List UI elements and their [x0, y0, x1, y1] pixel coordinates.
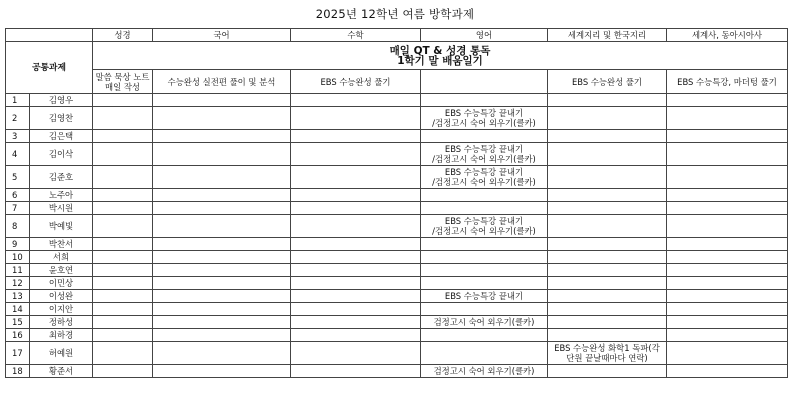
- cell-geography: [548, 290, 667, 303]
- cell-geography: [548, 342, 667, 365]
- cell-geography: [548, 107, 667, 130]
- student-name: 김준호: [30, 166, 93, 189]
- cell-korean: [153, 277, 291, 290]
- student-name: 노주아: [30, 189, 93, 202]
- student-row: [6, 251, 788, 264]
- student-row: [6, 238, 788, 251]
- cell-bible: [93, 94, 153, 107]
- student-name: 서희: [30, 251, 93, 264]
- cell-geography: [548, 238, 667, 251]
- student-row: [6, 365, 788, 378]
- student-name: 황준서: [30, 365, 93, 378]
- cell-math: [291, 143, 421, 166]
- task-history: EBS 수능특강, 마더텅 풀기: [667, 70, 788, 94]
- cell-korean: [153, 365, 291, 378]
- cell-math: [291, 342, 421, 365]
- cell-math: [291, 202, 421, 215]
- cell-bible: [93, 215, 153, 238]
- cell-geography: [548, 277, 667, 290]
- cell-bible: [93, 107, 153, 130]
- english-task-line: /검정고시 숙어 외우기(클카): [432, 118, 536, 128]
- cell-math: [291, 316, 421, 329]
- student-number: 7: [6, 202, 30, 215]
- cell-geography: [548, 303, 667, 316]
- cell-math: [291, 290, 421, 303]
- assignment-table: [5, 28, 788, 378]
- cell-math: [291, 215, 421, 238]
- english-task-line: EBS 수능특강 끝내기: [444, 291, 524, 301]
- cell-korean: [153, 143, 291, 166]
- cell-english: [421, 143, 548, 166]
- task-row: [6, 70, 788, 94]
- cell-history: [667, 329, 788, 342]
- student-name: 박시원: [30, 202, 93, 215]
- cell-korean: [153, 329, 291, 342]
- student-number: 1: [6, 94, 30, 107]
- student-row: [6, 202, 788, 215]
- task-korean: 수능완성 실전편 풀이 및 분석: [153, 70, 291, 94]
- cell-history: [667, 342, 788, 365]
- subject-english: 영어: [421, 29, 548, 42]
- task-math: EBS 수능완성 풀기: [291, 70, 421, 94]
- cell-math: [291, 277, 421, 290]
- english-task-line: EBS 수능특강 끝내기: [444, 167, 524, 177]
- cell-history: [667, 107, 788, 130]
- cell-geography: [548, 215, 667, 238]
- cell-english: [421, 316, 548, 329]
- cell-bible: [93, 277, 153, 290]
- task-bible-line-2: 매일 작성: [104, 81, 141, 92]
- subject-korean: 국어: [153, 29, 291, 42]
- subject-header-row: [6, 29, 788, 42]
- student-name: 이성완: [30, 290, 93, 303]
- cell-geography: [548, 251, 667, 264]
- cell-english: [421, 264, 548, 277]
- student-name: 김은택: [30, 130, 93, 143]
- task-geography: EBS 수능완성 풀기: [548, 70, 667, 94]
- student-row: [6, 215, 788, 238]
- cell-korean: [153, 107, 291, 130]
- student-name: 김영우: [30, 94, 93, 107]
- english-task-line: 검정고시 숙어 외우기(클카): [433, 366, 535, 376]
- cell-korean: [153, 166, 291, 189]
- task-bible: [93, 70, 153, 94]
- cell-math: [291, 130, 421, 143]
- cell-english: [421, 329, 548, 342]
- student-number: 5: [6, 166, 30, 189]
- student-row: [6, 94, 788, 107]
- student-row: [6, 166, 788, 189]
- task-english: [421, 70, 548, 94]
- cell-geography: [548, 264, 667, 277]
- cell-english: [421, 202, 548, 215]
- cell-geography: [548, 130, 667, 143]
- cell-math: [291, 365, 421, 378]
- student-row: [6, 143, 788, 166]
- cell-history: [667, 264, 788, 277]
- student-name: 박예빛: [30, 215, 93, 238]
- subject-history: 세계사, 동아시아사: [667, 29, 788, 42]
- student-number: 10: [6, 251, 30, 264]
- cell-korean: [153, 290, 291, 303]
- geography-task-line: 단원 끝날때마다 연락): [566, 353, 648, 363]
- cell-bible: [93, 130, 153, 143]
- cell-bible: [93, 202, 153, 215]
- cell-english: [421, 189, 548, 202]
- cell-bible: [93, 166, 153, 189]
- cell-bible: [93, 251, 153, 264]
- cell-bible: [93, 316, 153, 329]
- student-name: 이지안: [30, 303, 93, 316]
- student-row: [6, 316, 788, 329]
- student-name: 허예원: [30, 342, 93, 365]
- cell-history: [667, 316, 788, 329]
- cell-korean: [153, 303, 291, 316]
- cell-math: [291, 189, 421, 202]
- student-number: 12: [6, 277, 30, 290]
- student-number: 3: [6, 130, 30, 143]
- cell-korean: [153, 238, 291, 251]
- cell-history: [667, 202, 788, 215]
- student-row: [6, 264, 788, 277]
- student-row: [6, 277, 788, 290]
- cell-math: [291, 329, 421, 342]
- cell-bible: [93, 290, 153, 303]
- cell-bible: [93, 238, 153, 251]
- cell-geography: [548, 316, 667, 329]
- cell-math: [291, 107, 421, 130]
- cell-english: [421, 342, 548, 365]
- student-name: 이민상: [30, 277, 93, 290]
- cell-english: [421, 303, 548, 316]
- student-row: [6, 303, 788, 316]
- cell-bible: [93, 329, 153, 342]
- cell-korean: [153, 316, 291, 329]
- cell-geography: [548, 329, 667, 342]
- cell-bible: [93, 189, 153, 202]
- cell-history: [667, 303, 788, 316]
- student-name: 김영찬: [30, 107, 93, 130]
- cell-bible: [93, 342, 153, 365]
- cell-math: [291, 166, 421, 189]
- cell-english: [421, 94, 548, 107]
- common-task-label: 공통과제: [6, 42, 93, 94]
- student-number: 13: [6, 290, 30, 303]
- student-number: 11: [6, 264, 30, 277]
- cell-math: [291, 303, 421, 316]
- student-name: 최하경: [30, 329, 93, 342]
- page-title: 2025년 12학년 여름 방학과제: [315, 7, 475, 21]
- cell-history: [667, 290, 788, 303]
- cell-bible: [93, 143, 153, 166]
- cell-english: [421, 290, 548, 303]
- cell-history: [667, 166, 788, 189]
- student-name: 정하성: [30, 316, 93, 329]
- cell-history: [667, 238, 788, 251]
- student-number: 14: [6, 303, 30, 316]
- geography-task-line: EBS 수능완성 화학1 독파(각: [554, 343, 660, 353]
- cell-korean: [153, 130, 291, 143]
- cell-korean: [153, 94, 291, 107]
- student-number: 16: [6, 329, 30, 342]
- cell-history: [667, 189, 788, 202]
- cell-history: [667, 215, 788, 238]
- cell-english: [421, 365, 548, 378]
- subject-geography: 세계지리 및 한국지리: [548, 29, 667, 42]
- qt-cell: [93, 42, 788, 70]
- subject-bible: 성경: [93, 29, 153, 42]
- cell-english: [421, 238, 548, 251]
- cell-history: [667, 143, 788, 166]
- cell-korean: [153, 189, 291, 202]
- cell-geography: [548, 143, 667, 166]
- cell-math: [291, 251, 421, 264]
- qt-line-2: 1학기 말 배움일기: [397, 54, 483, 67]
- common-task-row: [6, 42, 788, 70]
- cell-english: [421, 215, 548, 238]
- cell-bible: [93, 303, 153, 316]
- student-number: 6: [6, 189, 30, 202]
- cell-english: [421, 166, 548, 189]
- cell-geography: [548, 189, 667, 202]
- english-task-line: /검정고시 숙어 외우기(클카): [432, 177, 536, 187]
- student-number: 4: [6, 143, 30, 166]
- cell-geography: [548, 202, 667, 215]
- subject-math: 수학: [291, 29, 421, 42]
- corner-cell: [6, 29, 93, 42]
- student-row: [6, 329, 788, 342]
- cell-korean: [153, 215, 291, 238]
- qt-line-1: 매일 QT & 성경 통독: [389, 44, 491, 57]
- english-task-line: EBS 수능특강 끝내기: [444, 144, 524, 154]
- student-number: 17: [6, 342, 30, 365]
- student-number: 18: [6, 365, 30, 378]
- cell-korean: [153, 251, 291, 264]
- student-row: [6, 342, 788, 365]
- student-number: 8: [6, 215, 30, 238]
- cell-history: [667, 94, 788, 107]
- english-task-line: /검정고시 숙어 외우기(클카): [432, 226, 536, 236]
- student-row: [6, 130, 788, 143]
- english-task-line: EBS 수능특강 끝내기: [444, 216, 524, 226]
- task-bible-line-1: 말씀 묵상 노트: [95, 71, 150, 82]
- cell-english: [421, 251, 548, 264]
- english-task-line: EBS 수능특강 끝내기: [444, 108, 524, 118]
- cell-history: [667, 277, 788, 290]
- cell-geography: [548, 166, 667, 189]
- cell-korean: [153, 342, 291, 365]
- english-task-line: /검정고시 숙어 외우기(클카): [432, 154, 536, 164]
- cell-korean: [153, 202, 291, 215]
- student-name: 박찬서: [30, 238, 93, 251]
- cell-history: [667, 251, 788, 264]
- student-number: 2: [6, 107, 30, 130]
- student-row: [6, 189, 788, 202]
- english-task-line: 검정고시 숙어 외우기(클카): [433, 317, 535, 327]
- student-name: 김이삭: [30, 143, 93, 166]
- student-row: [6, 107, 788, 130]
- cell-geography: [548, 365, 667, 378]
- student-number: 9: [6, 238, 30, 251]
- student-row: [6, 290, 788, 303]
- cell-bible: [93, 365, 153, 378]
- cell-english: [421, 130, 548, 143]
- cell-english: [421, 277, 548, 290]
- cell-history: [667, 365, 788, 378]
- cell-english: [421, 107, 548, 130]
- cell-bible: [93, 264, 153, 277]
- cell-history: [667, 130, 788, 143]
- cell-math: [291, 264, 421, 277]
- cell-math: [291, 238, 421, 251]
- cell-math: [291, 94, 421, 107]
- cell-geography: [548, 94, 667, 107]
- student-number: 15: [6, 316, 30, 329]
- cell-korean: [153, 264, 291, 277]
- student-name: 윤호연: [30, 264, 93, 277]
